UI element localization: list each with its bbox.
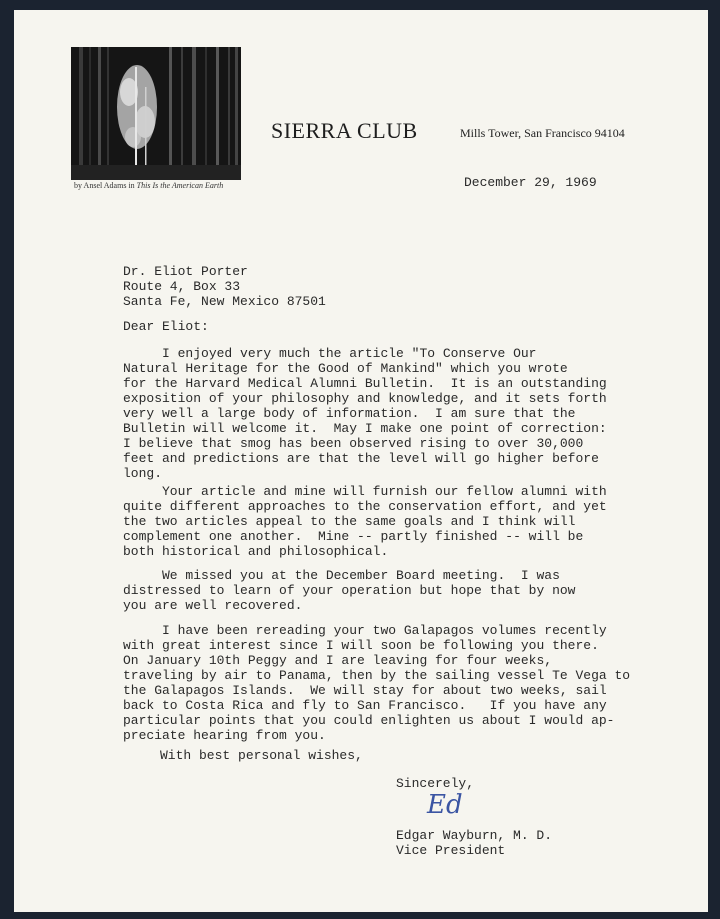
signer-title: Vice President [396,843,506,858]
body-line: preciate hearing from you. [123,728,326,743]
body-line: complement one another. Mine -- partly finished -- will be [123,529,584,544]
body-line: particular points that you could enlighten us about I would ap- [123,713,615,728]
body-line: We missed you at the December Board meeting. I was [123,568,560,583]
body-line: Natural Heritage for the Good of Mankind" which you wrote [123,361,568,376]
body-line: I enjoyed very much the article "To Conserve Our [123,346,537,361]
body-line: back to Costa Rica and fly to San Francisco. If you have any [123,698,607,713]
signer-block [396,828,552,858]
body-line: long. [123,466,163,481]
body-line: both historical and philosophical. [123,544,389,559]
body-line: On January 10th Peggy and I are leaving for four weeks, [123,653,553,668]
body-line: quite different approaches to the conservation effort, and yet [123,499,607,514]
letter-page [14,10,708,912]
paragraph-1 [123,346,653,481]
paragraph-4 [123,623,653,743]
recipient-line: Dr. Eliot Porter [123,264,248,279]
body-line: very well a large body of information. I am sure that the [123,406,576,421]
body-line: feet and predictions are that the level will go higher before [123,451,599,466]
closing-line: With best personal wishes, [160,748,363,763]
body-line: for the Harvard Medical Alumni Bulletin. It is an outstanding [123,376,607,391]
body-line: with great interest since I will soon be following you there. [123,638,599,653]
paragraph-3 [123,568,653,613]
body-line: traveling by air to Panama, then by the sailing vessel Te Vega to [123,668,631,683]
body-line: Your article and mine will furnish our fellow alumni with [123,484,607,499]
recipient-line: Route 4, Box 33 [123,279,241,294]
recipient-address [123,264,326,309]
body-line: you are well recovered. [123,598,303,613]
photo-caption: by Ansel Adams in This Is the American Earth [74,181,224,190]
recipient-line: Santa Fe, New Mexico 87501 [123,294,326,309]
body-line: the two articles appeal to the same goals and I think will [123,514,576,529]
body-line: exposition of your philosophy and knowledge, and it sets forth [123,391,607,406]
sign-off: Sincerely, [396,776,475,791]
handwritten-signature: Ed [427,790,463,820]
organization-address: Mills Tower, San Francisco 94104 [460,126,625,140]
body-line: Bulletin will welcome it. May I make one point of correction: [123,421,607,436]
organization-name: SIERRA CLUB [271,118,418,143]
salutation: Dear Eliot: [123,319,209,334]
signer-name: Edgar Wayburn, M. D. [396,828,553,843]
body-line: distressed to learn of your operation but hope that by now [123,583,576,598]
paragraph-2 [123,484,653,559]
letter-date: December 29, 1969 [464,175,597,190]
body-line: I believe that smog has been observed rising to over 30,000 [123,436,584,451]
body-line: the Galapagos Islands. We will stay for about two weeks, sail [123,683,607,698]
letterhead-photo [71,47,241,180]
body-line: I have been rereading your two Galapagos volumes recently [123,623,607,638]
